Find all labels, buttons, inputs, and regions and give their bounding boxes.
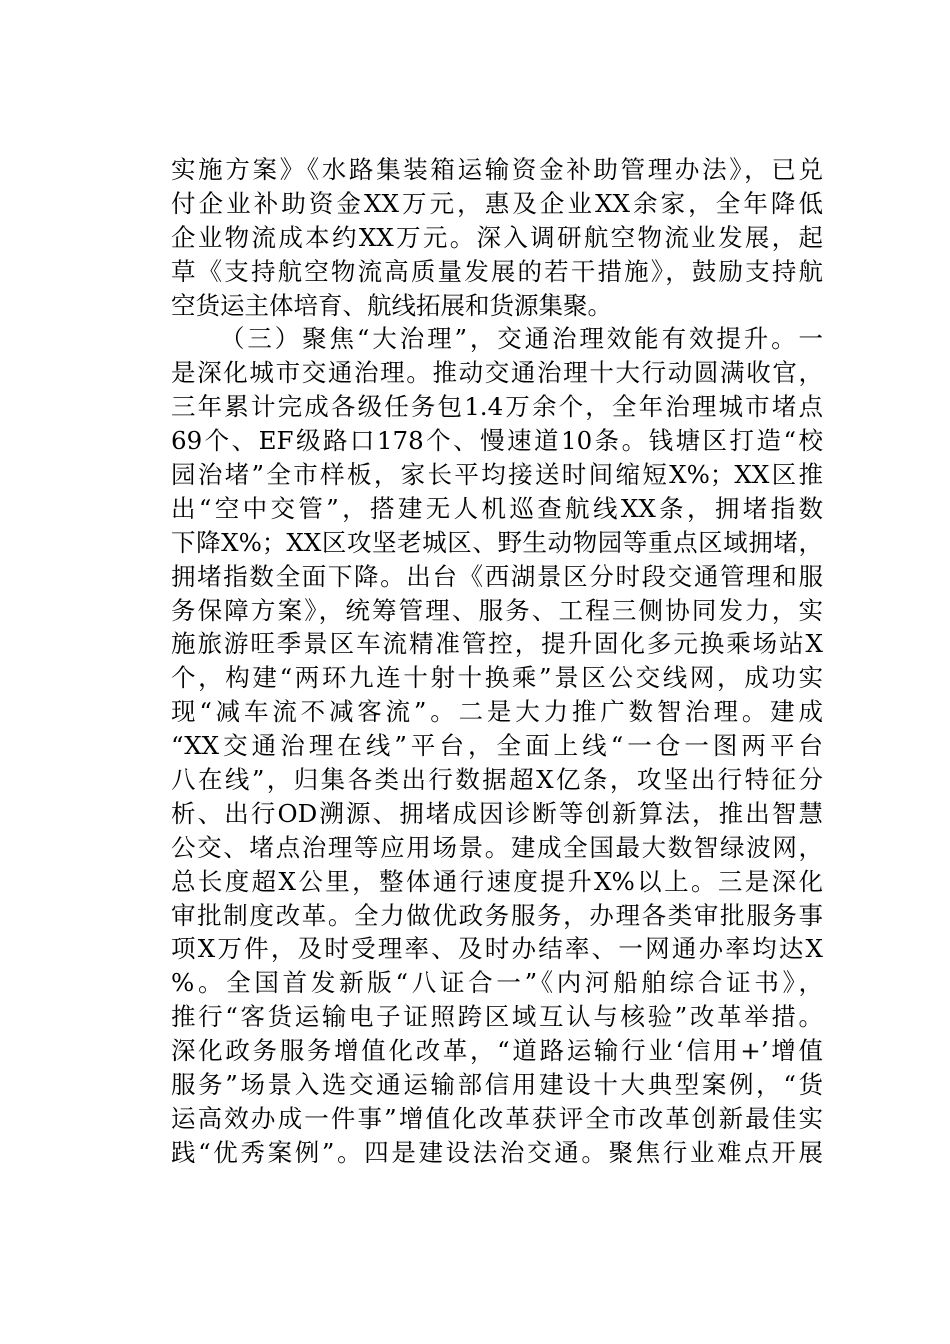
text-line: 出“空中交管”，搭建无人机巡查航线XX条，拥堵指数: [171, 493, 823, 523]
text-line: 项X万件，及时受理率、及时办结率、一网通办率均达X: [171, 934, 823, 964]
text-line: 服务”场景入选交通运输部信用建设十大典型案例，“货: [171, 1070, 823, 1100]
text-line: 实施方案》《水路集装箱运输资金补助管理办法》，已兑: [171, 155, 823, 184]
text-line: 深化政务服务增值化改革，“道路运输行业‘信用+’增值: [171, 1036, 823, 1066]
text-line: %。全国首发新版“八证合一”《内河船舶综合证书》，: [171, 968, 823, 998]
paragraph-traffic-governance: [171, 322, 823, 1169]
text-line: 付企业补助资金XX万元，惠及企业XX余家，全年降低: [171, 188, 823, 218]
text-line: 公交、堵点治理等应用场景。建成全国最大数智绿波网，: [171, 832, 823, 862]
text-line: 草《支持航空物流高质量发展的若干措施》，鼓励支持航: [171, 256, 823, 286]
section-heading-line: （三）聚焦“大治理”，交通治理效能有效提升。一: [220, 324, 823, 354]
text-line: 拥堵指数全面下降。出台《西湖景区分时段交通管理和服: [171, 561, 823, 591]
text-line: 推行“客货运输电子证照跨区域互认与核验”改革举措。: [171, 1002, 823, 1032]
text-line: 务保障方案》，统筹管理、服务、工程三侧协同发力，实: [171, 595, 823, 625]
text-line: 析、出行OD溯源、拥堵成因诊断等创新算法，推出智慧: [171, 798, 823, 828]
text-line: 八在线”，归集各类出行数据超X亿条，攻坚出行特征分: [171, 765, 823, 795]
text-line: “XX交通治理在线”平台，全面上线“一仓一图两平台: [171, 731, 823, 761]
text-line: 施旅游旺季景区车流精准管控，提升固化多元换乘场站X: [171, 629, 823, 659]
text-line: 践“优秀案例”。四是建设法治交通。聚焦行业难点开展: [171, 1137, 823, 1167]
body-text: [171, 153, 823, 1170]
text-line: 审批制度改革。全力做优政务服务，办理各类审批服务事: [171, 900, 823, 930]
text-line: 个，构建“两环九连十射十换乘”景区公交线网，成功实: [171, 663, 823, 693]
text-line: 园治堵”全市样板，家长平均接送时间缩短X%；XX区推: [171, 460, 823, 490]
text-line: 69个、EF级路口178个、慢速道10条。钱塘区打造“校: [171, 426, 823, 456]
text-line: 下降X%；XX区攻坚老城区、野生动物园等重点区域拥堵，: [171, 527, 823, 557]
paragraph-subsidy: [171, 153, 823, 322]
text-line: 三年累计完成各级任务包1.4万余个，全年治理城市堵点: [171, 392, 823, 422]
text-line: 企业物流成本约XX万元。深入调研航空物流业发展，起: [171, 222, 823, 252]
text-line: 运高效办成一件事”增值化改革获评全市改革创新最佳实: [171, 1103, 823, 1133]
text-line: 总长度超X公里，整体通行速度提升X%以上。三是深化: [171, 866, 823, 896]
text-line: 空货运主体培育、航线拓展和货源集聚。: [171, 290, 612, 320]
text-line: 是深化城市交通治理。推动交通治理十大行动圆满收官，: [171, 358, 823, 388]
text-line: 现“减车流不减客流”。二是大力推广数智治理。建成: [171, 697, 823, 727]
